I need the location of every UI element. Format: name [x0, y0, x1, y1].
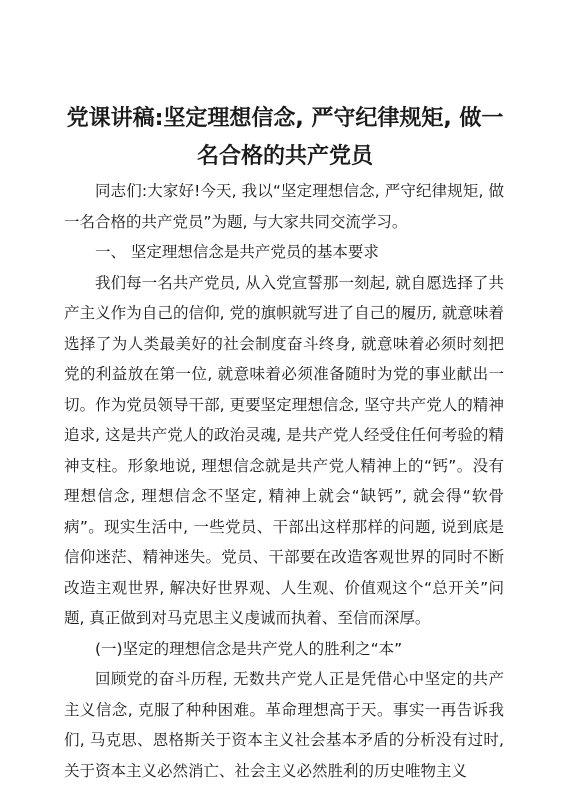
document-title: 党课讲稿:坚定理想信念, 严守纪律规矩, 做一名合格的共产党员 [66, 106, 504, 169]
body-paragraph: 回顾党的奋斗历程, 无数共产党人正是凭借心中坚定的共产主义信念, 克服了种种困难。革命理想高于天。事实一再告诉我们, 马克思、恩格斯关于资本主义社会基本矛盾的分析没有过时, 关于资本主义必然消亡、社会主义必然胜利的历史唯物主义 [64, 670, 504, 780]
subsection-heading: (一)坚定的理想信念是共产党人的胜利之“本” [95, 639, 403, 658]
section-heading: 一、 坚定理想信念是共产党员的基本要求 [95, 243, 379, 261]
body-paragraph: 我们每一名共产党员, 从入党宣誓那一刻起, 就自愿选择了共产主义作为自己的信仰, 党的旗帜就写进了自己的履历, 就意味着选择了为人类最美好的社会制度奋斗终身, 就意味着必须时刻把党的利益放在第一位, 就意味着必须准备随时为党的事业献出一切。作为党员领导干部, 更要坚定理想信念, 坚守共产党人的精神追求, 这是共产党人的政治灵魂, 是共产党人经受住任何考验的精神支柱。形象地说, 理想信念就是共产党人精神上的“钙”。没有理想信念, 理想信念不坚定, 精神上就会“缺钙”, 就会得“软骨病”。现实生活中, 一些党员、干部出这样那样的问题, 说到底是信仰迷茫、精神迷失。党员、干部要在改造客观世界的同时不断改造主观世界, 解决好世界观、人生观、价值观这个“总开关”问题, 真正做到对马克思主义虔诚而执着、至信而深厚。 [64, 273, 504, 627]
greeting-paragraph: 同志们:大家好!今天, 我以“坚定理想信念, 严守纪律规矩, 做一名合格的共产党员”为题, 与大家共同交流学习。 [64, 182, 504, 231]
document-body [64, 176, 504, 786]
